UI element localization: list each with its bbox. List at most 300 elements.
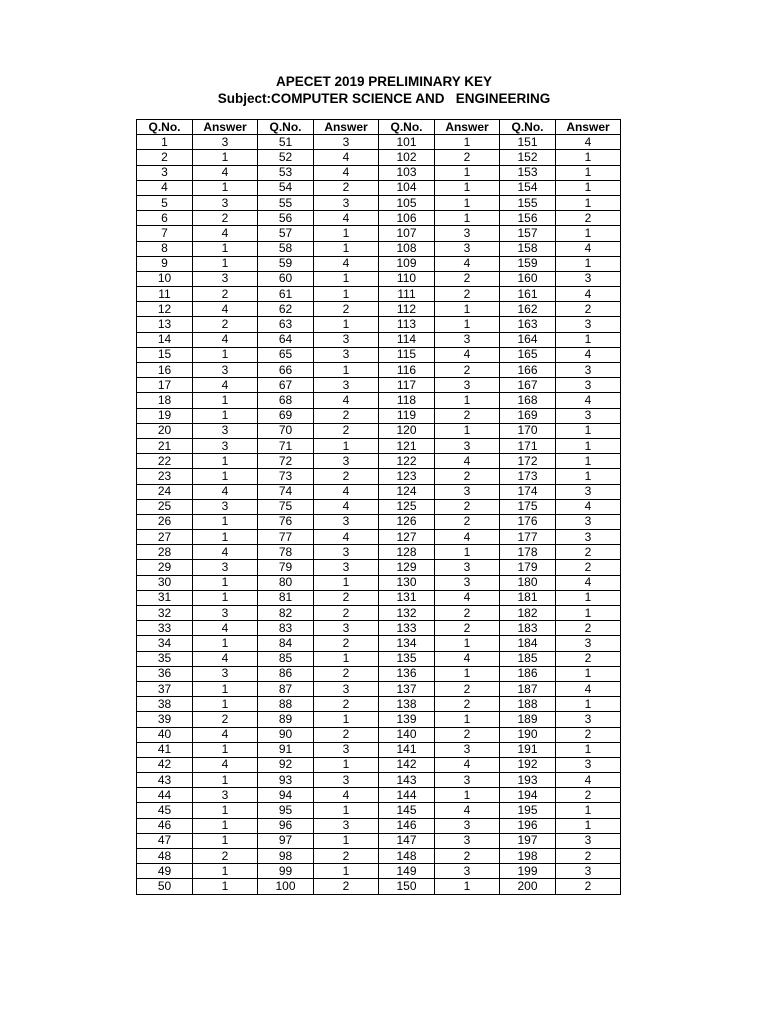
table-row	[137, 818, 621, 833]
table-row	[137, 514, 621, 529]
answer-cell: 3	[193, 560, 258, 575]
answer-cell: 4	[193, 226, 258, 241]
table-row	[137, 408, 621, 423]
answer-cell: 4	[435, 256, 500, 271]
answer-cell: 3	[314, 621, 379, 636]
answer-cell: 2	[435, 287, 500, 302]
answer-cell: 3	[314, 135, 379, 150]
answer-cell: 3	[314, 742, 379, 757]
table-header-row	[137, 120, 621, 135]
answer-cell: 3	[314, 332, 379, 347]
answer-cell: 3	[193, 606, 258, 621]
question-number-cell: 194	[500, 788, 556, 803]
answer-cell: 1	[193, 408, 258, 423]
question-number-cell: 117	[379, 378, 435, 393]
question-number-cell: 28	[137, 545, 193, 560]
column-header-qno: Q.No.	[379, 120, 435, 135]
table-row	[137, 833, 621, 848]
answer-cell: 4	[435, 454, 500, 469]
question-number-cell: 192	[500, 757, 556, 772]
question-number-cell: 177	[500, 530, 556, 545]
answer-cell: 2	[314, 697, 379, 712]
question-number-cell: 162	[500, 302, 556, 317]
question-number-cell: 85	[258, 651, 314, 666]
answer-cell: 2	[314, 302, 379, 317]
question-number-cell: 42	[137, 757, 193, 772]
table-row	[137, 195, 621, 210]
answer-cell: 3	[193, 195, 258, 210]
answer-cell: 4	[193, 621, 258, 636]
question-number-cell: 27	[137, 530, 193, 545]
question-number-cell: 68	[258, 393, 314, 408]
answer-cell: 1	[556, 818, 621, 833]
answer-cell: 4	[435, 803, 500, 818]
answer-cell: 3	[435, 818, 500, 833]
question-number-cell: 191	[500, 742, 556, 757]
question-number-cell: 109	[379, 256, 435, 271]
answer-cell: 4	[435, 530, 500, 545]
question-number-cell: 14	[137, 332, 193, 347]
answer-cell: 2	[556, 211, 621, 226]
question-number-cell: 7	[137, 226, 193, 241]
question-number-cell: 173	[500, 469, 556, 484]
question-number-cell: 61	[258, 287, 314, 302]
question-number-cell: 21	[137, 438, 193, 453]
answer-cell: 2	[435, 150, 500, 165]
question-number-cell: 59	[258, 256, 314, 271]
table-row	[137, 727, 621, 742]
table-row	[137, 438, 621, 453]
table-row	[137, 606, 621, 621]
question-number-cell: 86	[258, 666, 314, 681]
answer-cell: 2	[314, 849, 379, 864]
question-number-cell: 36	[137, 666, 193, 681]
question-number-cell: 31	[137, 590, 193, 605]
answer-cell: 1	[193, 180, 258, 195]
question-number-cell: 95	[258, 803, 314, 818]
answer-cell: 1	[556, 180, 621, 195]
answer-cell: 3	[435, 484, 500, 499]
question-number-cell: 156	[500, 211, 556, 226]
question-number-cell: 140	[379, 727, 435, 742]
question-number-cell: 111	[379, 287, 435, 302]
question-number-cell: 164	[500, 332, 556, 347]
table-row	[137, 545, 621, 560]
answer-cell: 4	[193, 545, 258, 560]
table-row	[137, 211, 621, 226]
answer-cell: 1	[435, 165, 500, 180]
question-number-cell: 193	[500, 773, 556, 788]
answer-cell: 1	[556, 666, 621, 681]
answer-cell: 4	[435, 651, 500, 666]
question-number-cell: 120	[379, 423, 435, 438]
answer-cell: 1	[193, 590, 258, 605]
table-row	[137, 393, 621, 408]
question-number-cell: 129	[379, 560, 435, 575]
answer-cell: 3	[193, 363, 258, 378]
answer-cell: 1	[193, 864, 258, 879]
question-number-cell: 104	[379, 180, 435, 195]
table-row	[137, 135, 621, 150]
answer-cell: 1	[435, 211, 500, 226]
answer-cell: 3	[435, 575, 500, 590]
answer-cell: 1	[193, 773, 258, 788]
answer-cell: 1	[435, 302, 500, 317]
question-number-cell: 16	[137, 363, 193, 378]
question-number-cell: 56	[258, 211, 314, 226]
question-number-cell: 189	[500, 712, 556, 727]
question-number-cell: 142	[379, 757, 435, 772]
question-number-cell: 98	[258, 849, 314, 864]
answer-cell: 2	[314, 879, 379, 894]
table-row	[137, 575, 621, 590]
answer-cell: 1	[556, 256, 621, 271]
answer-cell: 4	[556, 773, 621, 788]
question-number-cell: 12	[137, 302, 193, 317]
answer-cell: 2	[314, 636, 379, 651]
answer-cell: 2	[314, 180, 379, 195]
question-number-cell: 166	[500, 363, 556, 378]
answer-cell: 3	[314, 545, 379, 560]
answer-cell: 1	[556, 606, 621, 621]
answer-cell: 3	[556, 636, 621, 651]
question-number-cell: 165	[500, 347, 556, 362]
answer-cell: 3	[435, 773, 500, 788]
question-number-cell: 160	[500, 271, 556, 286]
answer-cell: 4	[314, 211, 379, 226]
table-row	[137, 864, 621, 879]
page-subtitle: Subject:COMPUTER SCIENCE AND ENGINEERING	[217, 91, 551, 106]
table-row	[137, 180, 621, 195]
answer-cell: 4	[556, 241, 621, 256]
answer-cell: 1	[435, 393, 500, 408]
document-header	[0, 73, 768, 107]
question-number-cell: 119	[379, 408, 435, 423]
table-row	[137, 499, 621, 514]
answer-cell: 1	[435, 180, 500, 195]
answer-cell: 2	[435, 408, 500, 423]
question-number-cell: 141	[379, 742, 435, 757]
question-number-cell: 163	[500, 317, 556, 332]
answer-cell: 1	[314, 864, 379, 879]
question-number-cell: 10	[137, 271, 193, 286]
answer-cell: 1	[556, 438, 621, 453]
question-number-cell: 45	[137, 803, 193, 818]
question-number-cell: 170	[500, 423, 556, 438]
question-number-cell: 143	[379, 773, 435, 788]
answer-cell: 4	[314, 393, 379, 408]
answer-cell: 4	[314, 788, 379, 803]
question-number-cell: 22	[137, 454, 193, 469]
answer-cell: 2	[435, 727, 500, 742]
question-number-cell: 128	[379, 545, 435, 560]
question-number-cell: 153	[500, 165, 556, 180]
question-number-cell: 48	[137, 849, 193, 864]
question-number-cell: 5	[137, 195, 193, 210]
question-number-cell: 138	[379, 697, 435, 712]
answer-cell: 1	[556, 697, 621, 712]
question-number-cell: 57	[258, 226, 314, 241]
question-number-cell: 146	[379, 818, 435, 833]
answer-cell: 2	[193, 849, 258, 864]
answer-cell: 1	[193, 636, 258, 651]
answer-cell: 3	[193, 666, 258, 681]
table-row	[137, 347, 621, 362]
question-number-cell: 87	[258, 681, 314, 696]
answer-cell: 3	[193, 135, 258, 150]
answer-cell: 2	[193, 211, 258, 226]
answer-cell: 1	[193, 681, 258, 696]
answer-cell: 4	[556, 287, 621, 302]
column-header-qno: Q.No.	[258, 120, 314, 135]
answer-cell: 2	[435, 271, 500, 286]
question-number-cell: 155	[500, 195, 556, 210]
table-row	[137, 332, 621, 347]
question-number-cell: 185	[500, 651, 556, 666]
column-header-answer: Answer	[193, 120, 258, 135]
answer-cell: 4	[193, 332, 258, 347]
answer-cell: 1	[556, 226, 621, 241]
question-number-cell: 17	[137, 378, 193, 393]
answer-cell: 4	[556, 393, 621, 408]
question-number-cell: 131	[379, 590, 435, 605]
answer-cell: 2	[314, 666, 379, 681]
answer-cell: 4	[193, 302, 258, 317]
table-row	[137, 378, 621, 393]
question-number-cell: 39	[137, 712, 193, 727]
table-row	[137, 271, 621, 286]
answer-cell: 4	[314, 256, 379, 271]
table-row	[137, 742, 621, 757]
answer-cell: 1	[314, 317, 379, 332]
question-number-cell: 152	[500, 150, 556, 165]
answer-cell: 2	[314, 469, 379, 484]
answer-cell: 1	[314, 287, 379, 302]
question-number-cell: 113	[379, 317, 435, 332]
answer-cell: 1	[193, 818, 258, 833]
answer-cell: 4	[435, 347, 500, 362]
question-number-cell: 54	[258, 180, 314, 195]
answer-cell: 3	[314, 560, 379, 575]
question-number-cell: 44	[137, 788, 193, 803]
question-number-cell: 3	[137, 165, 193, 180]
table-row	[137, 317, 621, 332]
answer-cell: 3	[435, 560, 500, 575]
question-number-cell: 49	[137, 864, 193, 879]
question-number-cell: 89	[258, 712, 314, 727]
answer-cell: 4	[556, 347, 621, 362]
question-number-cell: 37	[137, 681, 193, 696]
question-number-cell: 65	[258, 347, 314, 362]
table-row	[137, 302, 621, 317]
answer-cell: 1	[314, 271, 379, 286]
question-number-cell: 161	[500, 287, 556, 302]
answer-cell: 2	[314, 606, 379, 621]
question-number-cell: 115	[379, 347, 435, 362]
answer-cell: 1	[193, 469, 258, 484]
table-row	[137, 651, 621, 666]
answer-cell: 3	[556, 757, 621, 772]
question-number-cell: 127	[379, 530, 435, 545]
answer-cell: 2	[314, 423, 379, 438]
answer-cell: 1	[193, 241, 258, 256]
question-number-cell: 190	[500, 727, 556, 742]
answer-cell: 4	[193, 651, 258, 666]
column-header-answer: Answer	[435, 120, 500, 135]
answer-cell: 4	[314, 499, 379, 514]
question-number-cell: 149	[379, 864, 435, 879]
question-number-cell: 99	[258, 864, 314, 879]
question-number-cell: 94	[258, 788, 314, 803]
answer-cell: 3	[314, 378, 379, 393]
question-number-cell: 64	[258, 332, 314, 347]
question-number-cell: 29	[137, 560, 193, 575]
question-number-cell: 137	[379, 681, 435, 696]
column-header-answer: Answer	[314, 120, 379, 135]
answer-cell: 4	[435, 590, 500, 605]
question-number-cell: 11	[137, 287, 193, 302]
answer-cell: 2	[314, 727, 379, 742]
answer-cell: 4	[314, 484, 379, 499]
question-number-cell: 41	[137, 742, 193, 757]
answer-cell: 3	[556, 864, 621, 879]
answer-cell: 2	[556, 560, 621, 575]
question-number-cell: 136	[379, 666, 435, 681]
question-number-cell: 6	[137, 211, 193, 226]
question-number-cell: 60	[258, 271, 314, 286]
question-number-cell: 174	[500, 484, 556, 499]
answer-cell: 1	[193, 879, 258, 894]
question-number-cell: 77	[258, 530, 314, 545]
answer-cell: 1	[556, 165, 621, 180]
answer-key-table	[136, 119, 621, 895]
answer-cell: 2	[556, 545, 621, 560]
question-number-cell: 187	[500, 681, 556, 696]
table-row	[137, 423, 621, 438]
answer-cell: 2	[435, 499, 500, 514]
answer-cell: 2	[435, 621, 500, 636]
table-row	[137, 666, 621, 681]
answer-cell: 3	[193, 438, 258, 453]
answer-cell: 1	[314, 651, 379, 666]
answer-cell: 3	[314, 454, 379, 469]
question-number-cell: 53	[258, 165, 314, 180]
question-number-cell: 103	[379, 165, 435, 180]
question-number-cell: 178	[500, 545, 556, 560]
question-number-cell: 74	[258, 484, 314, 499]
question-number-cell: 134	[379, 636, 435, 651]
answer-cell: 1	[435, 317, 500, 332]
question-number-cell: 75	[258, 499, 314, 514]
question-number-cell: 13	[137, 317, 193, 332]
question-number-cell: 188	[500, 697, 556, 712]
question-number-cell: 33	[137, 621, 193, 636]
question-number-cell: 172	[500, 454, 556, 469]
question-number-cell: 181	[500, 590, 556, 605]
answer-cell: 4	[314, 150, 379, 165]
question-number-cell: 15	[137, 347, 193, 362]
question-number-cell: 35	[137, 651, 193, 666]
question-number-cell: 79	[258, 560, 314, 575]
question-number-cell: 196	[500, 818, 556, 833]
answer-cell: 1	[556, 590, 621, 605]
question-number-cell: 171	[500, 438, 556, 453]
answer-cell: 2	[435, 697, 500, 712]
question-number-cell: 102	[379, 150, 435, 165]
answer-cell: 2	[314, 408, 379, 423]
answer-cell: 3	[435, 864, 500, 879]
answer-cell: 4	[435, 757, 500, 772]
question-number-cell: 186	[500, 666, 556, 681]
question-number-cell: 30	[137, 575, 193, 590]
table-row	[137, 469, 621, 484]
answer-cell: 3	[435, 438, 500, 453]
table-row	[137, 803, 621, 818]
table-row	[137, 150, 621, 165]
answer-cell: 1	[193, 575, 258, 590]
question-number-cell: 73	[258, 469, 314, 484]
question-number-cell: 100	[258, 879, 314, 894]
question-number-cell: 80	[258, 575, 314, 590]
answer-cell: 1	[556, 469, 621, 484]
table-row	[137, 256, 621, 271]
table-row	[137, 484, 621, 499]
answer-cell: 2	[435, 469, 500, 484]
question-number-cell: 124	[379, 484, 435, 499]
answer-cell: 1	[556, 423, 621, 438]
answer-cell: 3	[556, 514, 621, 529]
table-row	[137, 241, 621, 256]
answer-cell: 1	[435, 423, 500, 438]
answer-cell: 3	[435, 378, 500, 393]
question-number-cell: 105	[379, 195, 435, 210]
question-number-cell: 130	[379, 575, 435, 590]
answer-cell: 2	[314, 590, 379, 605]
answer-cell: 1	[435, 195, 500, 210]
page-title: APECET 2019 PRELIMINARY KEY	[275, 74, 493, 89]
question-number-cell: 197	[500, 833, 556, 848]
answer-cell: 1	[435, 636, 500, 651]
question-number-cell: 55	[258, 195, 314, 210]
question-number-cell: 121	[379, 438, 435, 453]
answer-cell: 1	[435, 666, 500, 681]
table-row	[137, 165, 621, 180]
table-row	[137, 363, 621, 378]
answer-cell: 1	[314, 363, 379, 378]
question-number-cell: 1	[137, 135, 193, 150]
question-number-cell: 26	[137, 514, 193, 529]
question-number-cell: 145	[379, 803, 435, 818]
question-number-cell: 169	[500, 408, 556, 423]
question-number-cell: 24	[137, 484, 193, 499]
answer-cell: 1	[314, 757, 379, 772]
table-row	[137, 287, 621, 302]
answer-cell: 1	[193, 347, 258, 362]
question-number-cell: 116	[379, 363, 435, 378]
table-row	[137, 621, 621, 636]
table-row	[137, 530, 621, 545]
table-row	[137, 757, 621, 772]
answer-cell: 4	[193, 727, 258, 742]
table-row	[137, 849, 621, 864]
question-number-cell: 106	[379, 211, 435, 226]
answer-cell: 1	[556, 803, 621, 818]
question-number-cell: 40	[137, 727, 193, 742]
question-number-cell: 150	[379, 879, 435, 894]
question-number-cell: 18	[137, 393, 193, 408]
table-row	[137, 681, 621, 696]
question-number-cell: 97	[258, 833, 314, 848]
